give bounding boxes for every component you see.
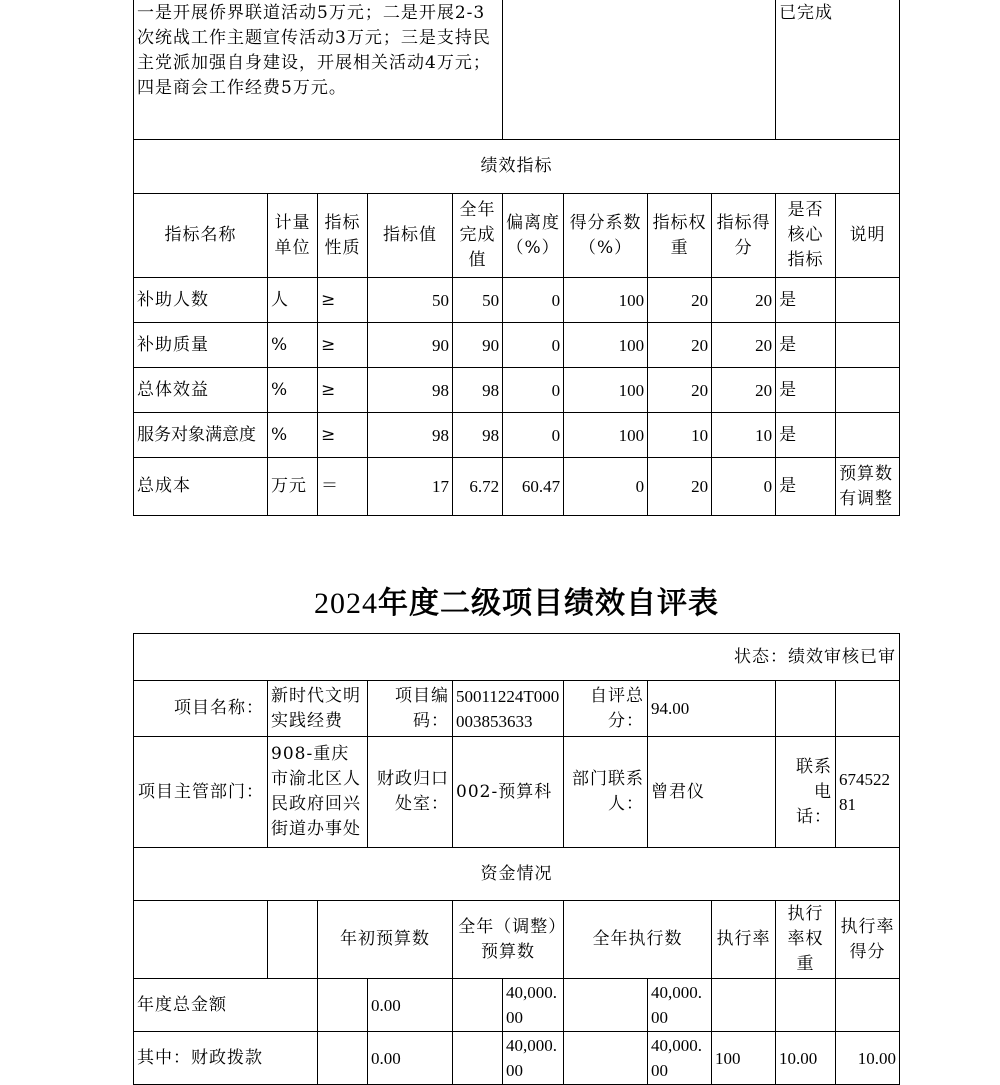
perf-cell: 20 (648, 323, 712, 368)
self-score-label: 自评总分： (564, 681, 648, 737)
perf-cell: 98 (453, 413, 503, 458)
empty-cell (453, 979, 503, 1032)
funds-row-label: 年度总金额 (134, 979, 318, 1032)
perf-cell: 万元 (268, 458, 318, 516)
table-row (134, 368, 900, 413)
perf-cell: 预算数有调整 (836, 458, 900, 516)
perf-cell: ≥ (318, 323, 368, 368)
funds-header: 执行率得分 (836, 901, 900, 979)
project-name-value: 新时代文明实践经费 (268, 681, 368, 737)
perf-header: 指标权重 (648, 194, 712, 278)
performance-table (133, 0, 900, 516)
perf-cell: 100 (564, 413, 648, 458)
finance-value: 002-预算科 (453, 737, 564, 848)
funds-score: 10.00 (836, 1032, 900, 1085)
empty-cell (776, 681, 836, 737)
plan-content: 一是开展侨界联道活动5万元；二是开展2-3次统战工作主题宣传活动3万元；三是支持民主党派加强自身建设，开展相关活动4万元；四是商会工作经费5万元。 (134, 0, 503, 140)
funds-initial: 0.00 (368, 979, 453, 1032)
project-name-label: 项目名称： (134, 681, 268, 737)
perf-cell: 90 (368, 323, 453, 368)
form-title-text: 年度二级项目绩效自评表 (378, 586, 719, 621)
empty-cell (453, 1032, 503, 1085)
funds-header-empty (134, 901, 268, 979)
funds-executed: 40,000.00 (648, 979, 712, 1032)
perf-cell: 20 (712, 278, 776, 323)
funds-executed: 40,000.00 (648, 1032, 712, 1085)
perf-header: 是否核心指标 (776, 194, 836, 278)
finance-label: 财政归口处室： (368, 737, 453, 848)
funds-initial: 0.00 (368, 1032, 453, 1085)
perf-cell: 0 (564, 458, 648, 516)
phone-label: 联系电话： (776, 737, 836, 848)
funds-header: 全年执行数 (564, 901, 712, 979)
perf-cell: 是 (776, 368, 836, 413)
perf-header: 说明 (836, 194, 900, 278)
perf-header: 计量单位 (268, 194, 318, 278)
status-badge: 状态：绩效审核已审 (134, 634, 900, 681)
perf-cell: 90 (453, 323, 503, 368)
perf-header: 得分系数（%） (564, 194, 648, 278)
empty-cell (564, 1032, 648, 1085)
perf-cell: 补助人数 (134, 278, 268, 323)
perf-cell: 0 (503, 413, 564, 458)
form-title-year: 2024 (314, 587, 378, 620)
empty-cell (836, 681, 900, 737)
funds-header: 全年（调整）预算数 (453, 901, 564, 979)
perf-cell: 0 (503, 368, 564, 413)
perf-cell: 10 (712, 413, 776, 458)
plan-middle-cell (503, 0, 776, 140)
perf-cell: % (268, 413, 318, 458)
perf-cell: 50 (368, 278, 453, 323)
project-code-label: 项目编码： (368, 681, 453, 737)
perf-header: 指标值 (368, 194, 453, 278)
funds-rate: 100 (712, 1032, 776, 1085)
perf-cell: 20 (712, 323, 776, 368)
funds-rate (712, 979, 776, 1032)
perf-cell: % (268, 323, 318, 368)
perf-cell: 6.72 (453, 458, 503, 516)
perf-cell: 是 (776, 458, 836, 516)
project-code-value: 50011224T000003853633 (453, 681, 564, 737)
perf-cell (836, 278, 900, 323)
perf-cell: 98 (368, 413, 453, 458)
perf-section-title: 绩效指标 (134, 140, 900, 194)
perf-cell (836, 413, 900, 458)
funds-adjusted: 40,000.00 (503, 1032, 564, 1085)
table-row (134, 458, 900, 516)
self-score-value: 94.00 (648, 681, 776, 737)
funds-header: 执行率权重 (776, 901, 836, 979)
perf-cell: 20 (648, 368, 712, 413)
perf-cell: 98 (453, 368, 503, 413)
funds-header: 年初预算数 (318, 901, 453, 979)
perf-cell: 60.47 (503, 458, 564, 516)
funds-row-label: 其中：财政拨款 (134, 1032, 318, 1085)
perf-header: 偏离度（%） (503, 194, 564, 278)
perf-cell: % (268, 368, 318, 413)
funds-header: 执行率 (712, 901, 776, 979)
table-row (134, 979, 900, 1032)
funds-weight (776, 979, 836, 1032)
dept-label: 项目主管部门： (134, 737, 268, 848)
perf-cell: 是 (776, 413, 836, 458)
perf-cell: 100 (564, 278, 648, 323)
perf-cell: 0 (712, 458, 776, 516)
perf-cell: ＝ (318, 458, 368, 516)
perf-cell: 是 (776, 278, 836, 323)
perf-cell: 0 (503, 278, 564, 323)
perf-header: 全年完成值 (453, 194, 503, 278)
phone-value: 67452281 (836, 737, 900, 848)
table-row (134, 1032, 900, 1085)
perf-cell: 100 (564, 323, 648, 368)
funds-adjusted: 40,000.00 (503, 979, 564, 1032)
empty-cell (318, 1032, 368, 1085)
perf-cell (836, 323, 900, 368)
perf-cell: 总体效益 (134, 368, 268, 413)
contact-label: 部门联系人： (564, 737, 648, 848)
perf-cell: 20 (648, 458, 712, 516)
perf-cell: ≥ (318, 368, 368, 413)
funds-section-title: 资金情况 (134, 848, 900, 901)
perf-cell: 0 (503, 323, 564, 368)
perf-cell: 总成本 (134, 458, 268, 516)
funds-weight: 10.00 (776, 1032, 836, 1085)
dept-value: 908-重庆市渝北区人民政府回兴街道办事处 (268, 737, 368, 848)
perf-cell: 20 (712, 368, 776, 413)
perf-cell: 17 (368, 458, 453, 516)
table-row (134, 278, 900, 323)
perf-cell: 服务对象满意度 (134, 413, 268, 458)
perf-cell: 50 (453, 278, 503, 323)
empty-cell (318, 979, 368, 1032)
perf-cell: ≥ (318, 413, 368, 458)
table-row (134, 413, 900, 458)
funds-header-empty (268, 901, 318, 979)
empty-cell (564, 979, 648, 1032)
perf-cell: 20 (648, 278, 712, 323)
perf-cell: 人 (268, 278, 318, 323)
self-eval-table (133, 633, 900, 1085)
perf-cell: 10 (648, 413, 712, 458)
perf-cell: 98 (368, 368, 453, 413)
funds-score (836, 979, 900, 1032)
perf-cell: 是 (776, 323, 836, 368)
perf-header: 指标得分 (712, 194, 776, 278)
table-row (134, 323, 900, 368)
perf-header: 指标名称 (134, 194, 268, 278)
perf-cell (836, 368, 900, 413)
form-title (0, 578, 1000, 622)
perf-cell: ≥ (318, 278, 368, 323)
perf-header: 指标性质 (318, 194, 368, 278)
perf-cell: 补助质量 (134, 323, 268, 368)
perf-cell: 100 (564, 368, 648, 413)
contact-value: 曾君仪 (648, 737, 776, 848)
plan-status: 已完成 (776, 0, 900, 140)
